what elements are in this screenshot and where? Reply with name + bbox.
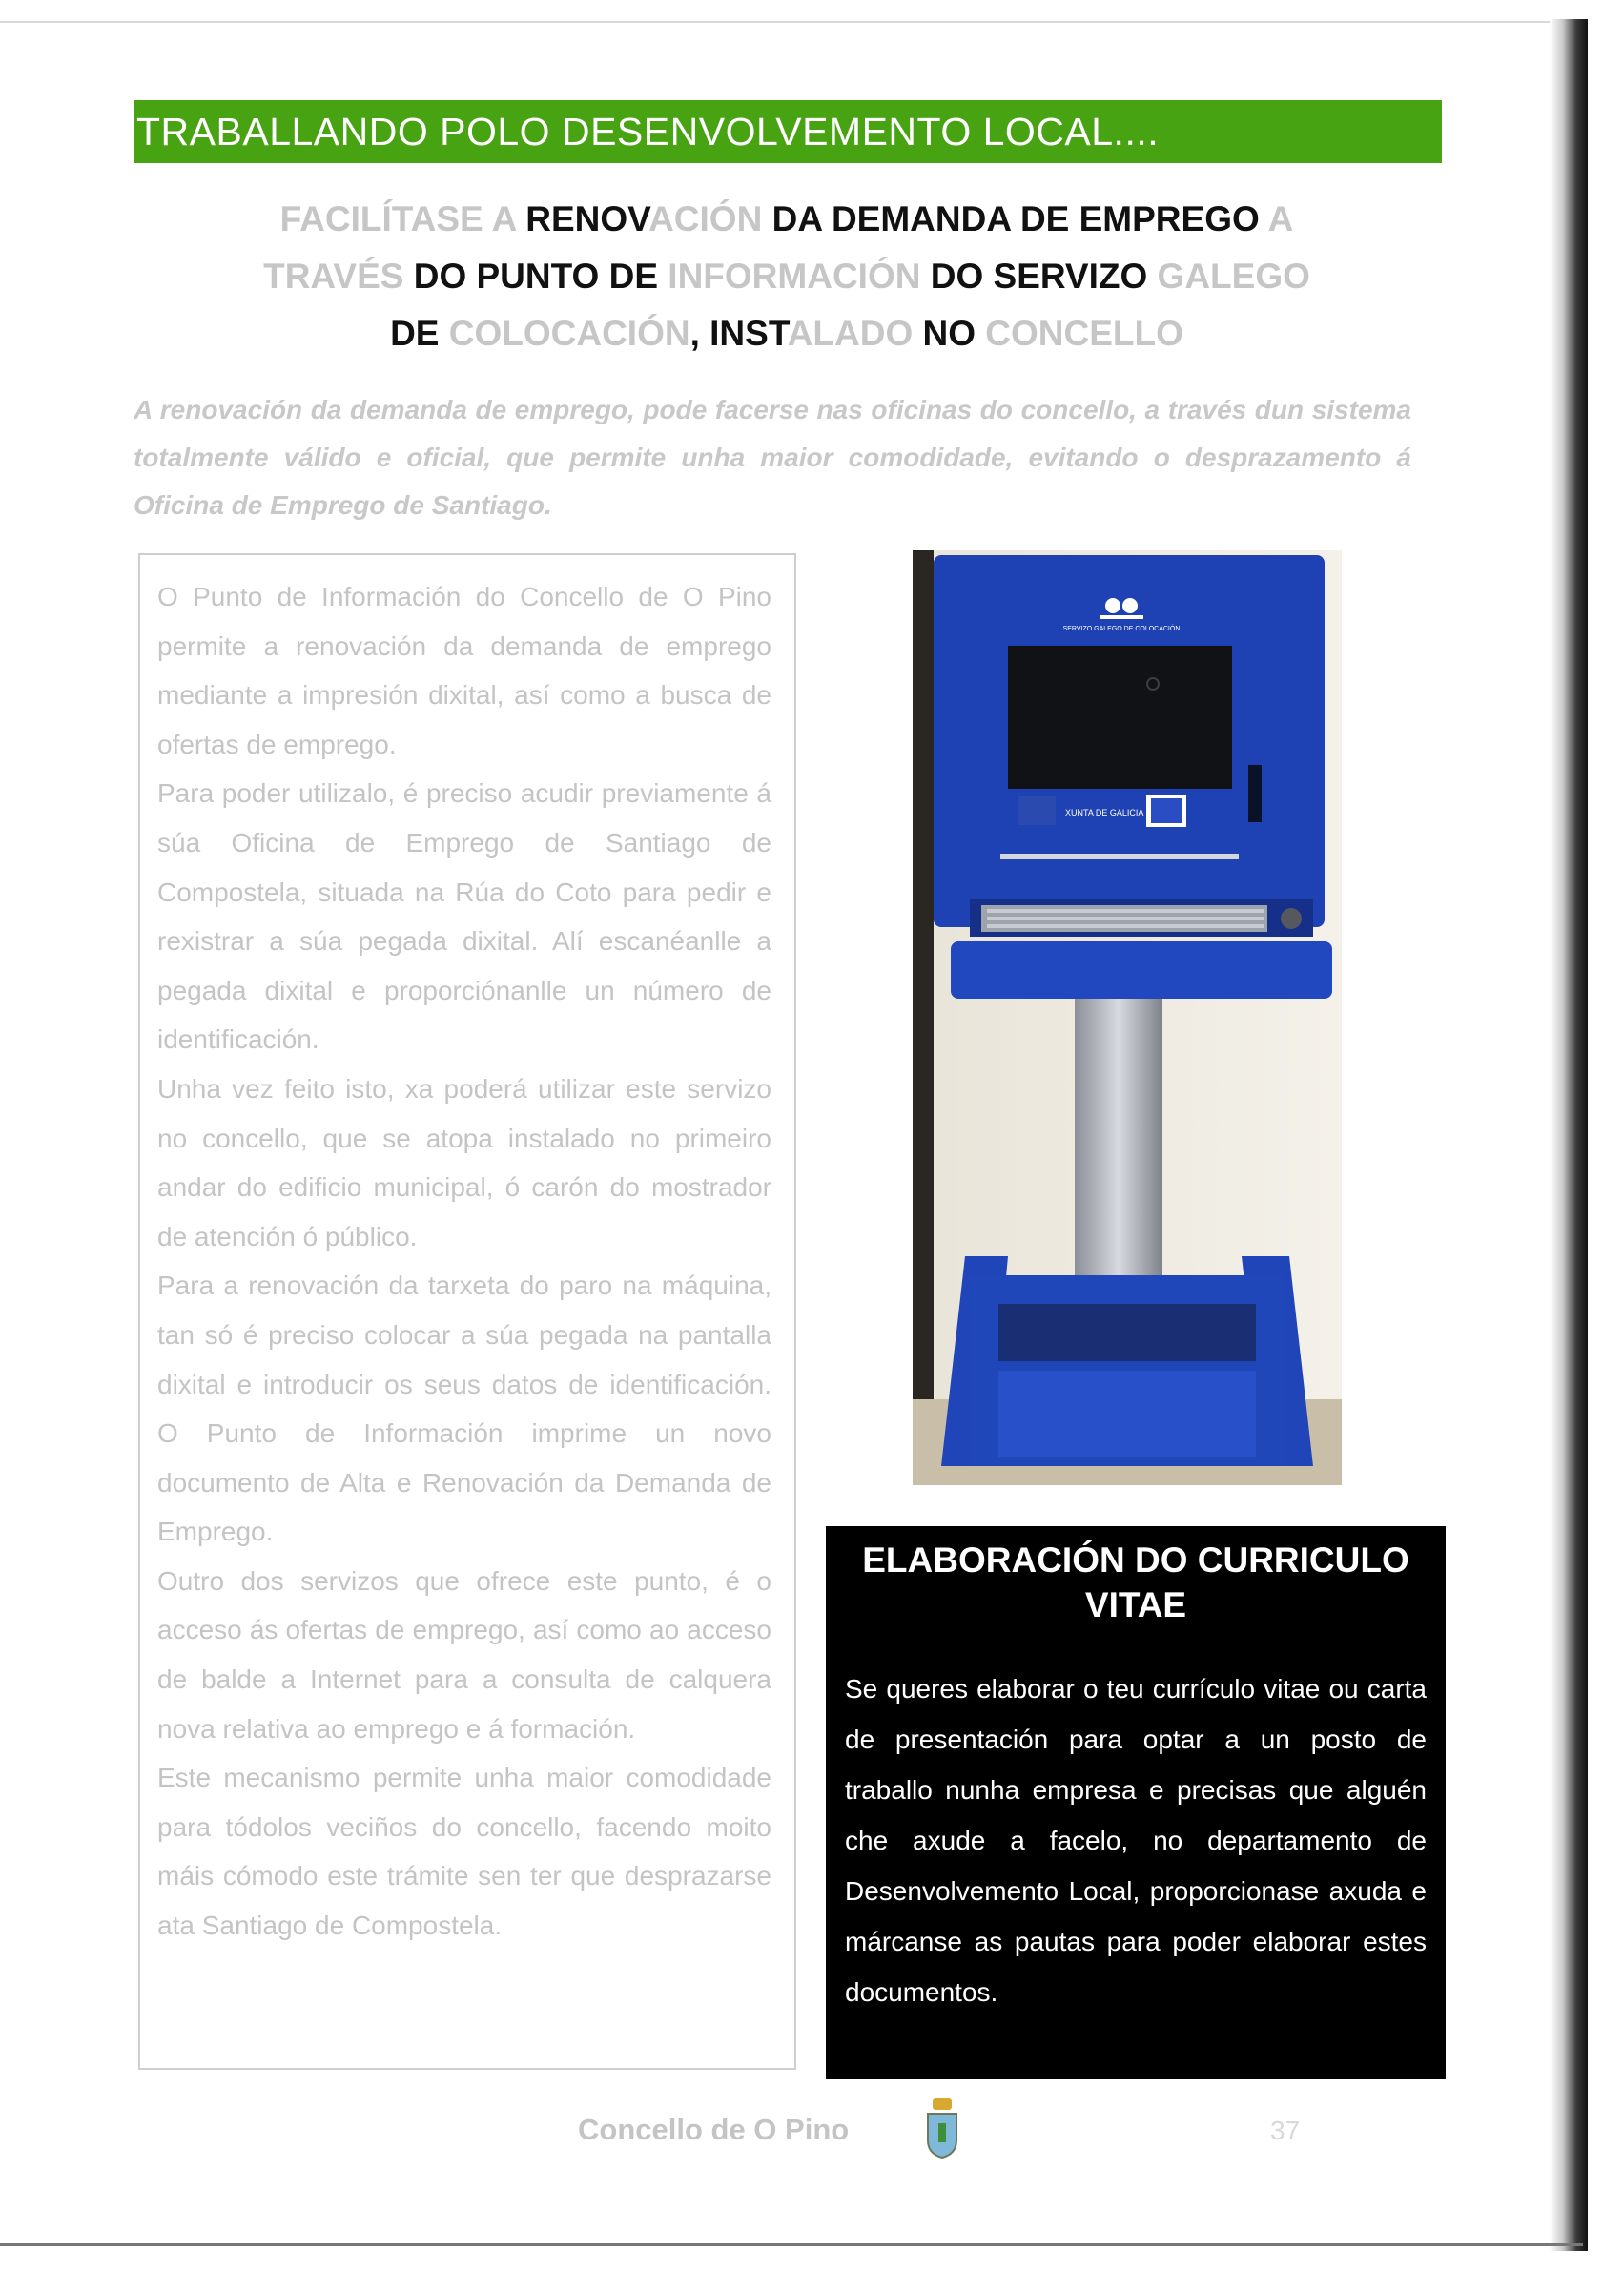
section-banner: TRABALLANDO POLO DESENVOLVEMENTO LOCAL.... (134, 100, 1442, 163)
eu-flag (1151, 798, 1182, 823)
footer-concello-name: Concello de O Pino (578, 2113, 850, 2146)
logo-text: SERVIZO GALEGO DE COLOCACIÓN (1062, 626, 1181, 632)
article-paragraph: Outro dos servizos que ofrece este punto, é o acceso ás ofertas de emprego, así como ao acceso de balde a Internet para a consulta de calquera nova relativa ao emprego e á formación. (157, 1565, 771, 1744)
kiosk-photo (913, 550, 1342, 1485)
kiosk-base-top (998, 1304, 1256, 1361)
kiosk-pole (1075, 999, 1162, 1285)
headline-line-3: DE COLOCACIÓN, INSTALADO NO CONCELLO (390, 314, 1183, 353)
page-edge-shadow (1550, 19, 1588, 2251)
printer-slot (1000, 854, 1239, 859)
article-paragraph: Para poder utilizalo, é preciso acudir previamente á súa Oficina de Emprego de Santiago de Compostela, situada na Rúa do Coto para pedir e rexistrar a súa pegada dixital. Alí escanéanlle a pegada dixital e proporciónanlle un número de identificación. (157, 778, 771, 1055)
article-paragraph: O Punto de Información do Concello de O Pino permite a renovación da demanda de emprego mediante a impresión dixital, así como a busca de ofertas de emprego. (157, 582, 771, 759)
article-text-box (138, 553, 796, 2070)
page-bottom-edge (0, 2243, 1583, 2246)
lead-paragraph: A renovación da demanda de emprego, pode facerse nas oficinas do concello, a través dun sistema totalmente válido e oficial, que permite unha maior comodidade, evitando o desprazamento á Oficina de Emprego de Santiago. (134, 395, 1411, 520)
cv-title: ELABORACIÓN DO CURRICULO VITAE (862, 1540, 1409, 1624)
xunta-label: XUNTA DE GALICIA (1065, 808, 1144, 817)
xunta-flag (1018, 796, 1056, 825)
coat-of-arms-icon (925, 2098, 959, 2160)
kiosk-screen (1008, 646, 1232, 789)
headline (134, 191, 1440, 362)
trackball (1281, 908, 1302, 929)
headline-line-2: TRAVÉS DO PUNTO DE INFORMACIÓN DO SERVIZO GALEGO (263, 257, 1310, 296)
page-number: 37 (1270, 2116, 1301, 2145)
article-paragraph: Para a renovación da tarxeta do paro na máquina, tan só é preciso colocar a súa pegada na pantalla dixital e introducir os seus datos de identificación. O Punto de Información imprime un novo documento de Alta e Renovación da Demanda de Emprego. (157, 1271, 771, 1547)
article-paragraph: Este mecanismo permite unha maior comodidade para tódolos veciños do concello, facendo moito máis cómodo este trámite sen ter que desprazarse ata Santiago de Compostela. (157, 1763, 771, 1941)
kiosk-keyboard-shelf (951, 941, 1332, 999)
cv-info-box (826, 1526, 1446, 2079)
keyboard-keys (987, 909, 1264, 928)
card-slot (1248, 765, 1262, 822)
cv-text: Se queres elaborar o teu currículo vitae ou carta de presentación para optar a un posto de traballo nunha empresa e precisas que alguén che axude a facelo, no departamento de Desenvolvemento Local, proporcionase axuda e márcanse as pautas para poder elaborar estes documentos. (845, 1674, 1427, 2007)
article-paragraph: Unha vez feito isto, xa poderá utilizar este servizo no concello, que se atopa instalado no primeiro andar do edificio municipal, ó carón do mostrador de atención ó público. (157, 1073, 771, 1251)
headline-line-1: FACILÍTASE A RENOVACIÓN DA DEMANDA DE EMPREGO A (279, 199, 1294, 238)
door-frame (913, 550, 934, 1485)
page-top-edge (0, 21, 1564, 23)
kiosk-base-front (998, 1371, 1256, 1457)
